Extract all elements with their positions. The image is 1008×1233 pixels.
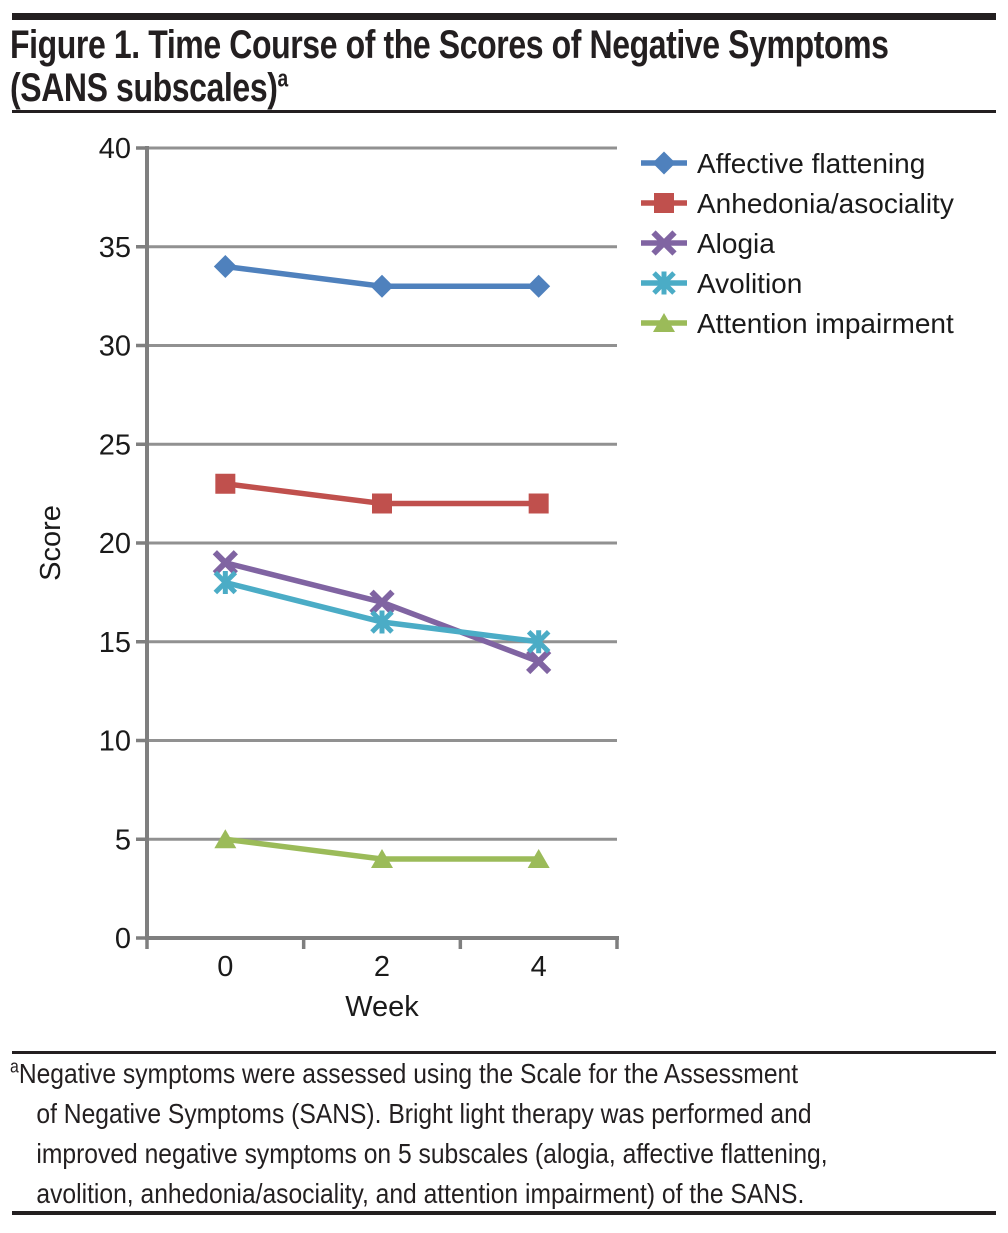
- axes: [136, 146, 619, 949]
- series-anhedonia-asociality: [215, 474, 548, 514]
- legend-label: Alogia: [697, 228, 775, 259]
- legend-marker-anhedonia-asociality: [654, 193, 674, 213]
- y-tick-label: 30: [98, 330, 131, 363]
- legend-label: Anhedonia/asociality: [697, 188, 954, 219]
- footnote-bottom-rule: [12, 1211, 996, 1215]
- figure-title-line2-text: (SANS subscales): [10, 66, 278, 110]
- x-axis-title: Week: [345, 991, 419, 1023]
- x-tick-label: 4: [530, 951, 547, 983]
- figure-title-line2: [10, 67, 889, 110]
- footnote-line-3: improved negative symptoms on 5 subscales (alogia, affective flattening,: [36, 1138, 828, 1169]
- legend-item-alogia: [641, 228, 775, 259]
- x-tick-label: 0: [217, 951, 234, 983]
- marker-anhedonia-asociality: [529, 494, 549, 514]
- y-axis-title: Score: [35, 505, 67, 581]
- marker-affective-flattening: [527, 275, 550, 298]
- legend-label: Avolition: [697, 268, 803, 299]
- title-rule: [12, 110, 996, 113]
- footnote: [10, 1054, 828, 1214]
- y-tick-label: 5: [114, 824, 131, 857]
- legend-label: Affective flattening: [697, 148, 926, 179]
- y-tick-label: 40: [98, 133, 131, 165]
- marker-anhedonia-asociality: [215, 474, 235, 494]
- line-chart: [0, 130, 1008, 1035]
- y-tick-label: 10: [98, 725, 131, 758]
- marker-affective-flattening: [214, 255, 237, 278]
- footnote-line-4: avolition, anhedonia/asociality, and attention impairment) of the SANS.: [36, 1178, 805, 1209]
- footnote-line-1: [10, 1054, 828, 1094]
- series-affective-flattening: [214, 255, 550, 298]
- series-attention-impairment: [214, 829, 549, 868]
- y-tick-label: 35: [98, 231, 131, 264]
- y-tick-label: 0: [114, 923, 131, 955]
- y-tick-label: 15: [98, 626, 131, 659]
- footnote-line-2: of Negative Symptoms (SANS). Bright light therapy was performed and: [36, 1098, 812, 1129]
- marker-anhedonia-asociality: [372, 494, 392, 514]
- title-superscript: a: [277, 65, 288, 93]
- legend-item-anhedonia-asociality: [641, 188, 954, 219]
- legend: [641, 148, 954, 339]
- y-tick-label: 25: [98, 429, 131, 462]
- legend-item-attention-impairment: [641, 308, 954, 339]
- marker-affective-flattening: [371, 275, 394, 298]
- legend-item-affective-flattening: [641, 148, 925, 179]
- figure-title: [10, 24, 889, 110]
- footnote-line-1-text: Negative symptoms were assessed using the Scale for the Assessment: [18, 1058, 799, 1089]
- figure-title-line1: Figure 1. Time Course of the Scores of Negative Symptoms: [10, 23, 889, 67]
- x-tick-label: 2: [373, 951, 391, 983]
- legend-label: Attention impairment: [697, 308, 954, 339]
- y-tick-label: 20: [98, 528, 131, 560]
- top-rule: [12, 13, 996, 20]
- legend-item-avolition: [641, 268, 802, 299]
- footnote-superscript: a: [10, 1056, 19, 1077]
- legend-marker-affective-flattening: [653, 152, 676, 175]
